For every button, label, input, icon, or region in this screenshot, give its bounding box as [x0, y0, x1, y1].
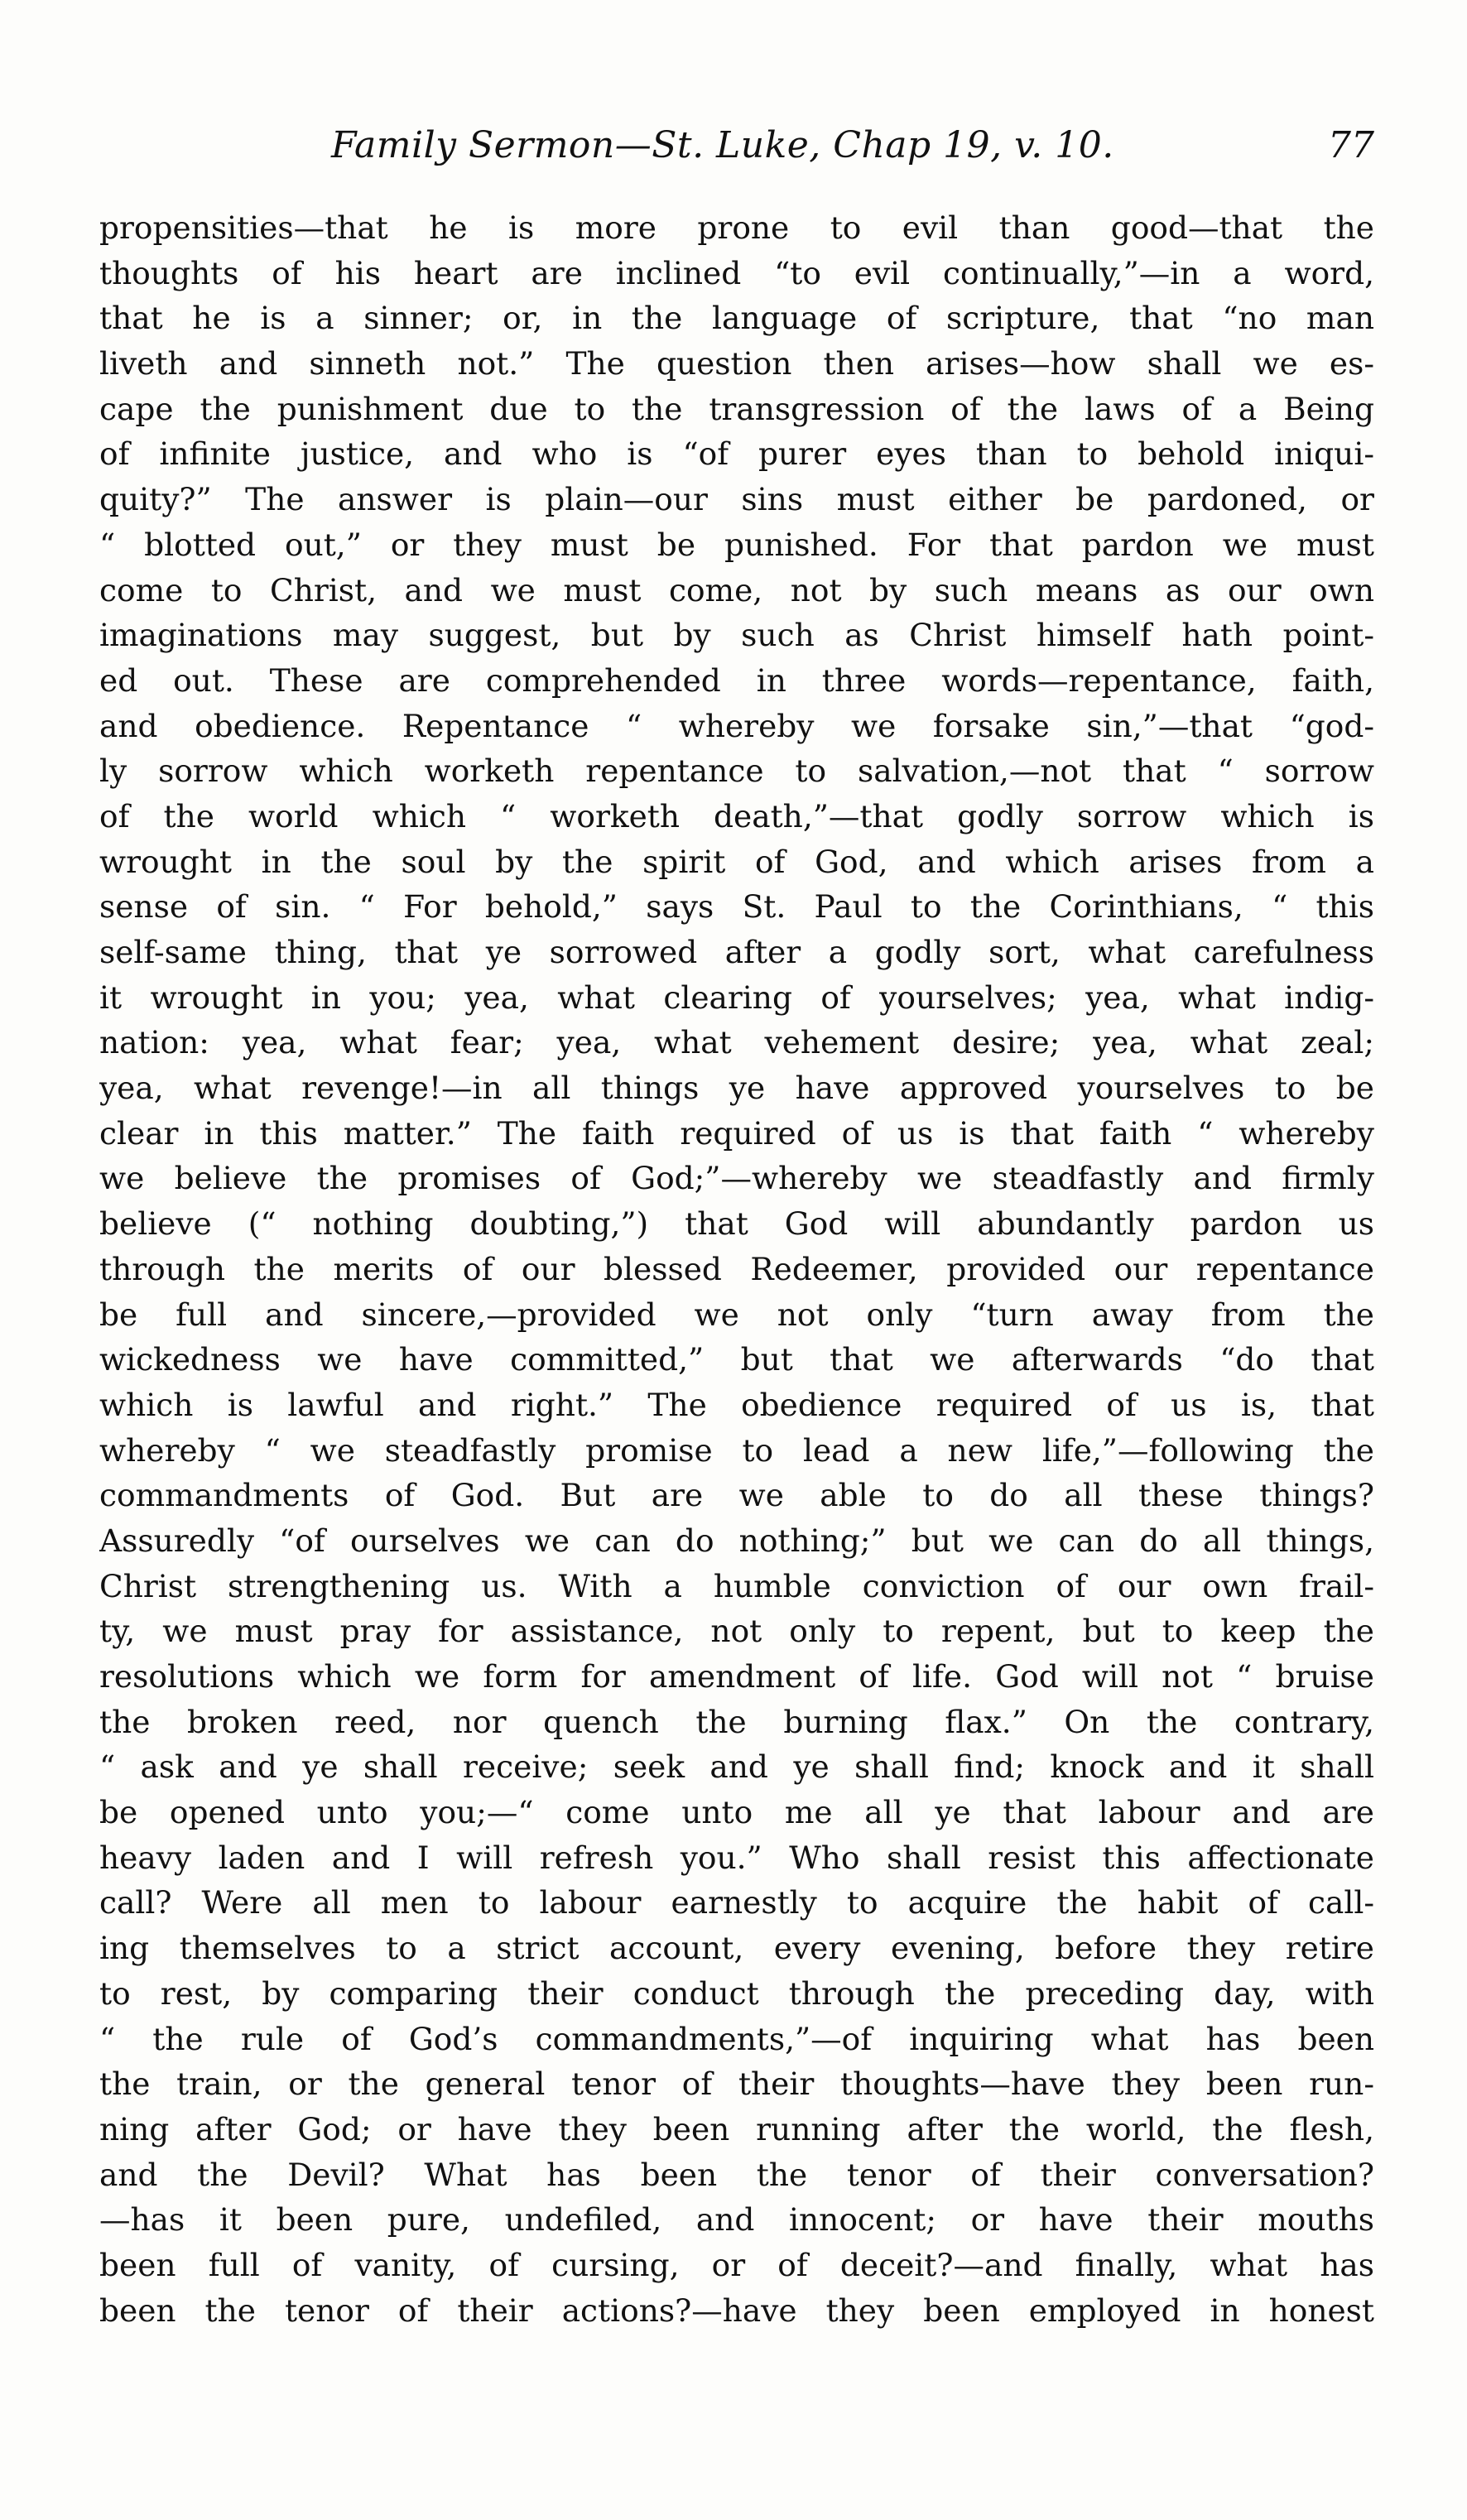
text-line: sense of sin. “ For behold,” says St. Paul to the Corinthians, “ this — [99, 888, 1374, 926]
text-line: “ the rule of God’s commandments,”—of inquiring what has been — [99, 2020, 1374, 2057]
text-line: Christ strengthening us. With a humble conviction of our own frail- — [99, 1567, 1374, 1604]
text-line: we believe the promises of God;”—whereby we steadfastly and firmly — [99, 1160, 1374, 1197]
text-line: ed out. These are comprehended in three words—repentance, faith, — [99, 661, 1374, 699]
text-line: be full and sincere,—provided we not only “turn away from the — [99, 1296, 1374, 1333]
text-line: imaginations may suggest, but by such as Christ himself hath point- — [99, 617, 1374, 654]
running-title: Family Sermon—St. Luke, Chap 19, v. 10. — [331, 124, 1114, 166]
running-header — [99, 124, 1374, 182]
text-line: the broken reed, nor quench the burning flax.” On the contrary, — [99, 1703, 1374, 1740]
sermon-body-text — [99, 205, 1374, 2333]
text-line: clear in this matter.” The faith required of us is that faith “ whereby — [99, 1114, 1374, 1152]
text-line: believe (“ nothing doubting,”) that God will abundantly pardon us — [99, 1205, 1374, 1243]
text-line: ing themselves to a strict account, every evening, before they retire — [99, 1930, 1374, 1967]
page-number: 77 — [1328, 124, 1374, 166]
text-line: “ ask and ye shall receive; seek and ye shall find; knock and it shall — [99, 1748, 1374, 1786]
text-line: ly sorrow which worketh repentance to salvation,—not that “ sorrow — [99, 753, 1374, 790]
text-line: liveth and sinneth not.” The question then arises—how shall we es- — [99, 345, 1374, 382]
text-line: and the Devil? What has been the tenor of their conversation? — [99, 2156, 1374, 2193]
text-line: nation: yea, what fear; yea, what vehement desire; yea, what zeal; — [99, 1024, 1374, 1061]
text-line: of infinite justice, and who is “of purer eyes than to behold iniqui- — [99, 435, 1374, 473]
text-line: come to Christ, and we must come, not by such means as our own — [99, 571, 1374, 608]
text-line: wickedness we have committed,” but that we afterwards “do that — [99, 1341, 1374, 1378]
text-line: be opened unto you;—“ come unto me all ye that labour and are — [99, 1794, 1374, 1831]
text-line: the train, or the general tenor of their thoughts—have they been run- — [99, 2066, 1374, 2103]
text-line: whereby “ we steadfastly promise to lead a new life,”—following the — [99, 1431, 1374, 1469]
text-line: heavy laden and I will refresh you.” Who shall resist this affectionate — [99, 1839, 1374, 1876]
text-line: yea, what revenge!—in all things ye have approved yourselves to be — [99, 1070, 1374, 1107]
text-line: which is lawful and right.” The obedience required of us is, that — [99, 1386, 1374, 1423]
text-line: ty, we must pray for assistance, not only to repent, but to keep the — [99, 1613, 1374, 1650]
text-line: ning after God; or have they been running after the world, the flesh, — [99, 2110, 1374, 2147]
text-line: resolutions which we form for amendment of life. God will not “ bruise — [99, 1658, 1374, 1695]
text-line: propensities—that he is more prone to evil than good—that the — [99, 209, 1374, 246]
text-line: Assuredly “of ourselves we can do nothing;” but we can do all things, — [99, 1522, 1374, 1559]
text-line: quity?” The answer is plain—our sins must either be pardoned, or — [99, 481, 1374, 518]
text-line: “ blotted out,” or they must be punished. For that pardon we must — [99, 526, 1374, 563]
text-line: thoughts of his heart are inclined “to evil continually,”—in a word, — [99, 254, 1374, 291]
text-line: been full of vanity, of cursing, or of deceit?—and finally, what has — [99, 2246, 1374, 2283]
text-line: self-same thing, that ye sorrowed after a godly sort, what carefulness — [99, 934, 1374, 970]
text-line: to rest, by comparing their conduct through the preceding day, with — [99, 1974, 1374, 2012]
text-line: commandments of God. But are we able to do all these things? — [99, 1477, 1374, 1514]
text-line: and obedience. Repentance “ whereby we forsake sin,”—that “god- — [99, 707, 1374, 744]
text-line: been the tenor of their actions?—have they been employed in honest — [99, 2292, 1374, 2329]
text-line: that he is a sinner; or, in the language of scripture, that “no man — [99, 300, 1374, 337]
text-line: call? Were all men to labour earnestly to acquire the habit of call- — [99, 1884, 1374, 1921]
text-line: —has it been pure, undefiled, and innocent; or have their mouths — [99, 2201, 1374, 2239]
text-line: it wrought in you; yea, what clearing of yourselves; yea, what indig- — [99, 979, 1374, 1016]
text-line: of the world which “ worketh death,”—that godly sorrow which is — [99, 797, 1374, 834]
text-line: wrought in the soul by the spirit of God, and which arises from a — [99, 843, 1374, 880]
text-line: through the merits of our blessed Redeemer, provided our repentance — [99, 1250, 1374, 1287]
text-line: cape the punishment due to the transgression of the laws of a Being — [99, 390, 1374, 427]
